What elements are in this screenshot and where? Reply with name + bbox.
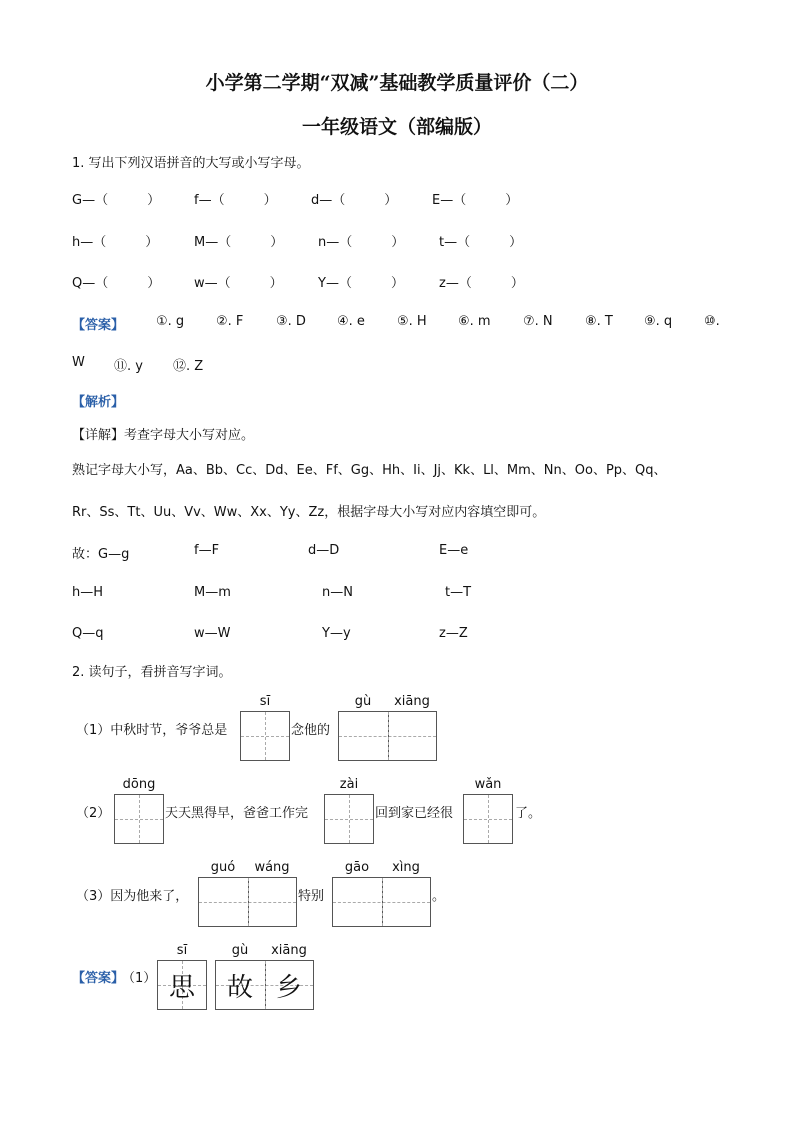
pinyin-label: wǎn: [474, 777, 502, 792]
answer-item: ⑨. q: [644, 314, 673, 329]
result-item: f—F: [194, 543, 220, 558]
sentence-1-part-a: （1）中秋时节，爷爷总是: [76, 723, 228, 738]
writing-box-double[interactable]: [198, 877, 297, 927]
answer-item: ⑧. T: [585, 314, 613, 329]
answer-item: ③. D: [276, 314, 306, 329]
pinyin-label: xìng: [392, 860, 420, 875]
sentence-2-part-d: 了。: [515, 806, 542, 821]
answer-item: ①. g: [156, 314, 185, 329]
answer-item: ②. F: [216, 314, 244, 329]
answer-char: 乡: [275, 973, 302, 1003]
answer-item: ⑦. N: [523, 314, 553, 329]
sentence-2-part-b: 天天黑得早，爸爸工作完: [165, 806, 309, 821]
writing-box-double[interactable]: [332, 877, 431, 927]
result-item: Y—y: [322, 626, 351, 641]
pinyin-label: gù: [354, 694, 372, 709]
result-item: z—Z: [439, 626, 468, 641]
sentence-1-part-b: 念他的: [291, 723, 331, 738]
pinyin-label: dōng: [122, 777, 156, 792]
answer-char: 思: [168, 973, 195, 1003]
writing-box[interactable]: [463, 794, 513, 844]
q1-item: Y—（ ）: [318, 276, 404, 291]
q1-item: Q—（ ）: [72, 276, 161, 291]
analysis-tag: 【解析】: [72, 395, 125, 410]
result-item: M—m: [194, 585, 231, 600]
pinyin-label: xiāng: [271, 943, 307, 958]
q1-item: E—（ ）: [432, 193, 519, 208]
result-item: h—H: [72, 585, 104, 600]
pinyin-label: sī: [176, 943, 188, 958]
sentence-3-part-b: 特别: [298, 889, 325, 904]
q1-item: w—（ ）: [194, 276, 283, 291]
sentence-2-part-c: 回到家已经很: [375, 806, 454, 821]
q1-item: G—（ ）: [72, 193, 161, 208]
sentence-2-part-a: （2）: [76, 806, 111, 821]
q1-item: t—（ ）: [439, 235, 523, 250]
answer-item: ⑪. y: [114, 359, 143, 374]
result-item: 故：G—g: [72, 547, 130, 562]
answer-item: ⑩.: [704, 314, 720, 329]
q2-answer-num: （1）: [122, 971, 157, 986]
page-subtitle: 一年级语文（部编版）: [301, 116, 492, 138]
pinyin-label: sī: [259, 694, 271, 709]
detail-text: 【详解】考查字母大小写对应。: [72, 428, 255, 443]
result-item: Q—q: [72, 626, 104, 641]
answer-item: ⑥. m: [458, 314, 491, 329]
q1-item: f—（ ）: [194, 193, 277, 208]
answer-item: ⑤. H: [397, 314, 427, 329]
writing-box[interactable]: [240, 711, 290, 761]
writing-box[interactable]: [114, 794, 164, 844]
q1-item: n—（ ）: [318, 235, 405, 250]
q1-item: h—（ ）: [72, 235, 159, 250]
result-item: n—N: [322, 585, 353, 600]
pinyin-label: xiāng: [394, 694, 430, 709]
answer-char: 故: [226, 973, 253, 1003]
sentence-3-part-c: 。: [432, 889, 446, 904]
answer-item: W: [72, 355, 85, 370]
pinyin-label: wáng: [254, 860, 290, 875]
pinyin-label: zài: [339, 777, 359, 792]
pinyin-label: guó: [210, 860, 236, 875]
pinyin-label: gāo: [344, 860, 370, 875]
result-item: t—T: [445, 585, 472, 600]
answer-item: ⑫. Z: [173, 359, 204, 374]
q1-item: d—（ ）: [311, 193, 398, 208]
explain-line-2: Rr、Ss、Tt、Uu、Vv、Ww、Xx、Yy、Zz，根据字母大小写对应内容填空即可。: [72, 505, 546, 520]
answer-tag: 【答案】: [72, 318, 125, 333]
q1-item: M—（ ）: [194, 235, 284, 250]
sentence-3-part-a: （3）因为他来了，: [76, 889, 189, 904]
page-title: 小学第二学期“双减”基础教学质量评价（二）: [205, 72, 589, 94]
result-item: d—D: [308, 543, 340, 558]
pinyin-label: gù: [231, 943, 249, 958]
q2-prompt: 2. 读句子，看拼音写字词。: [72, 665, 232, 680]
q1-prompt: 1. 写出下列汉语拼音的大写或小写字母。: [72, 156, 310, 171]
q2-answer-tag: 【答案】: [72, 971, 125, 986]
result-item: w—W: [194, 626, 231, 641]
answer-item: ④. e: [337, 314, 365, 329]
q1-item: z—（ ）: [439, 276, 524, 291]
writing-box[interactable]: [324, 794, 374, 844]
result-item: E—e: [439, 543, 469, 558]
explain-line-1: 熟记字母大小写，Aa、Bb、Cc、Dd、Ee、Ff、Gg、Hh、Ii、Jj、Kk、Ll、Mm、Nn、Oo、Pp、Qq、: [72, 463, 667, 478]
writing-box-double[interactable]: [338, 711, 437, 761]
